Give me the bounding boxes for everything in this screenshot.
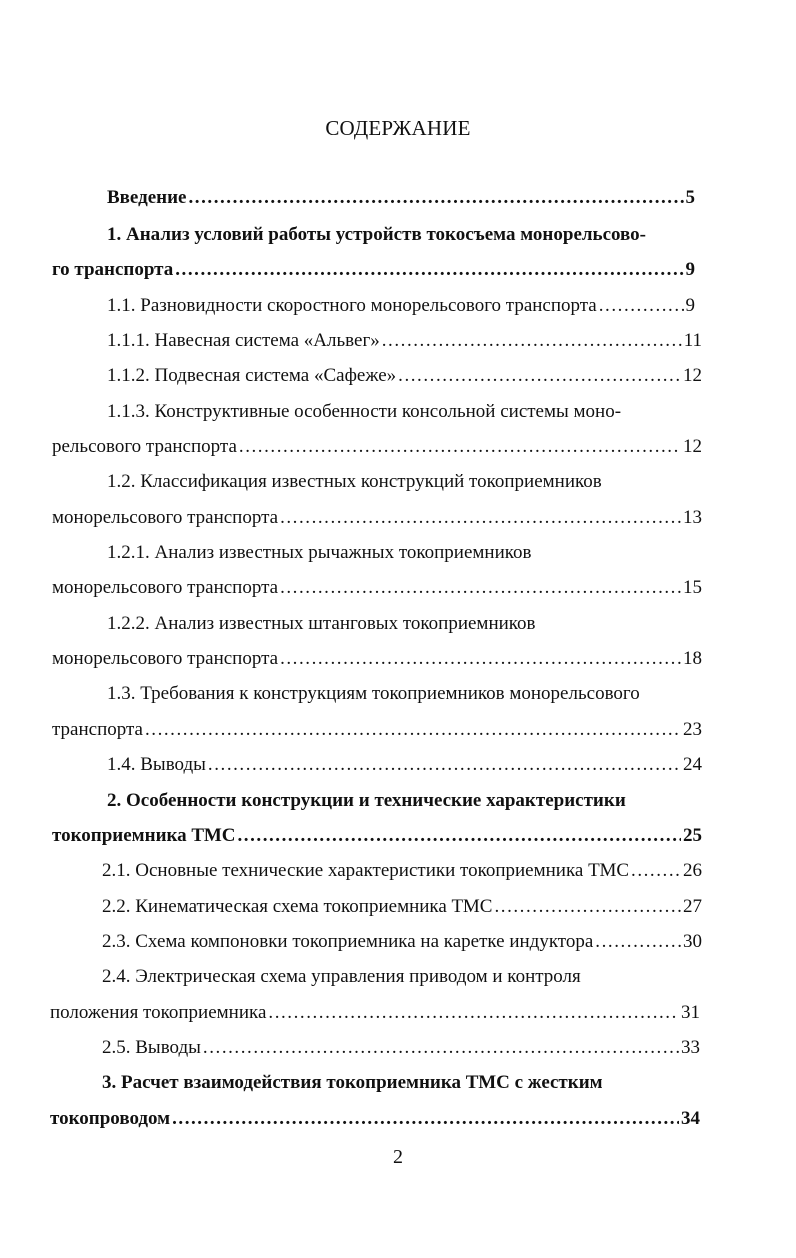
- toc-entry-page: 18: [683, 648, 702, 669]
- toc-entry-1-2-2: [107, 612, 536, 636]
- toc-entry-page: 25: [683, 825, 702, 846]
- toc-entry-text: Введение: [107, 187, 187, 208]
- leader-dots: [268, 1001, 679, 1025]
- leader-dots: [494, 895, 681, 919]
- toc-entry-text: го транспорта: [52, 259, 174, 280]
- leader-dots: [382, 329, 682, 353]
- toc-entry-page: 26: [683, 860, 702, 881]
- toc-entry-chapter-1-cont: [52, 258, 695, 282]
- toc-entry-page: 33: [681, 1037, 700, 1058]
- toc-entry-page: 12: [683, 365, 702, 386]
- toc-entry-1-3: [107, 682, 640, 706]
- leader-dots: [398, 364, 681, 388]
- toc-entry-intro: [107, 186, 695, 210]
- toc-entry-page: 24: [683, 754, 702, 775]
- toc-entry-2-4-cont: [50, 1001, 700, 1025]
- toc-entry-chapter-2: [107, 789, 626, 813]
- leader-dots: [599, 294, 684, 318]
- toc-entry-page: 23: [683, 719, 702, 740]
- toc-entry-text: 1.2.1. Анализ известных рычажных токоприемников: [107, 542, 532, 563]
- leader-dots: [595, 930, 681, 954]
- leader-dots: [280, 576, 681, 600]
- toc-entry-page: 15: [683, 577, 702, 598]
- toc-entry-text: 2.1. Основные технические характеристики токоприемника ТМС: [102, 860, 630, 881]
- toc-entry-chapter-1: [107, 223, 646, 247]
- toc-entry-text: 2.4. Электрическая схема управления приводом и контроля: [102, 966, 581, 987]
- toc-entry-1-3-cont: [52, 718, 702, 742]
- leader-dots: [280, 647, 681, 671]
- leader-dots: [145, 718, 681, 742]
- toc-entry-text: положения токоприемника: [50, 1002, 267, 1023]
- toc-entry-page: 11: [683, 330, 702, 351]
- toc-entry-page: 31: [681, 1002, 700, 1023]
- toc-entry-2-1: [102, 859, 702, 883]
- leader-dots: [208, 753, 681, 777]
- toc-entry-text: 2. Особенности конструкции и технические характеристики: [107, 790, 626, 811]
- toc-entry-text: 2.3. Схема компоновки токоприемника на каретке индуктора: [102, 931, 594, 952]
- toc-entry-text: монорельсового транспорта: [52, 577, 279, 598]
- page-number: 2: [393, 1146, 403, 1168]
- toc-entry-text: 2.2. Кинематическая схема токоприемника ТМС: [102, 896, 493, 917]
- toc-entry-text: 1.3. Требования к конструкциям токоприемников монорельсового: [107, 683, 640, 704]
- toc-entry-text: 1.2.2. Анализ известных штанговых токоприемников: [107, 613, 536, 634]
- leader-dots: [631, 859, 681, 883]
- toc-entry-text: 1. Анализ условий работы устройств токосъема монорельсово-: [107, 224, 647, 245]
- leader-dots: [280, 506, 681, 530]
- toc-entry-text: 1.1.1. Навесная система «Альвег»: [107, 330, 380, 351]
- toc-entry-text: токопроводом: [50, 1108, 171, 1129]
- toc-entry-2-3: [102, 930, 702, 954]
- leader-dots: [203, 1036, 679, 1060]
- toc-entry-1-1-3: [107, 400, 621, 424]
- page-title: СОДЕРЖАНИЕ: [325, 116, 471, 140]
- toc-entry-text: монорельсового транспорта: [52, 507, 279, 528]
- toc-entry-page: 12: [683, 436, 702, 457]
- toc-entry-2-4: [102, 965, 581, 989]
- toc-entry-1-2-1: [107, 541, 532, 565]
- toc-entry-1-2-2-cont: [52, 647, 702, 671]
- leader-dots: [189, 186, 684, 210]
- toc-entry-text: монорельсового транспорта: [52, 648, 279, 669]
- toc-entry-1-1-2: [107, 364, 702, 388]
- toc-entry-page: 27: [683, 896, 702, 917]
- toc-entry-text: 2.5. Выводы: [102, 1037, 201, 1058]
- leader-dots: [238, 824, 682, 848]
- toc-entry-page: 30: [683, 931, 702, 952]
- toc-entry-chapter-3-cont: [50, 1107, 700, 1131]
- toc-entry-1-1: [107, 294, 695, 318]
- toc-entry-1-2: [107, 470, 602, 494]
- toc-entry-1-4: [107, 753, 702, 777]
- toc-entry-text: 1.1.2. Подвесная система «Сафеже»: [107, 365, 397, 386]
- toc-entry-2-2: [102, 895, 702, 919]
- toc-entry-chapter-3: [102, 1071, 603, 1095]
- leader-dots: [239, 435, 681, 459]
- toc-entry-text: рельсового транспорта: [52, 436, 237, 457]
- toc-entry-2-5: [102, 1036, 700, 1060]
- toc-entry-page: 5: [685, 187, 695, 208]
- toc-entry-page: 34: [681, 1108, 700, 1129]
- toc-entry-text: транспорта: [52, 719, 143, 740]
- toc-entry-text: 3. Расчет взаимодействия токоприемника ТМС с жестким: [102, 1072, 603, 1093]
- toc-entry-page: 9: [685, 295, 695, 316]
- toc-entry-page: 13: [683, 507, 702, 528]
- toc-entry-text: 1.2. Классификация известных конструкций токоприемников: [107, 471, 602, 492]
- toc-entry-1-1-3-cont: [52, 435, 702, 459]
- leader-dots: [172, 1107, 679, 1131]
- toc-entry-text: токоприемника ТМС: [52, 825, 236, 846]
- toc-entry-page: 9: [685, 259, 695, 280]
- leader-dots: [175, 258, 683, 282]
- toc-entry-1-1-1: [107, 329, 702, 353]
- toc-entry-1-2-1-cont: [52, 576, 702, 600]
- toc-entry-1-2-cont: [52, 506, 702, 530]
- toc-entry-chapter-2-cont: [52, 824, 702, 848]
- toc-entry-text: 1.4. Выводы: [107, 754, 206, 775]
- toc-entry-text: 1.1. Разновидности скоростного монорельсового транспорта: [107, 295, 597, 316]
- toc-entry-text: 1.1.3. Конструктивные особенности консольной системы моно-: [107, 401, 622, 422]
